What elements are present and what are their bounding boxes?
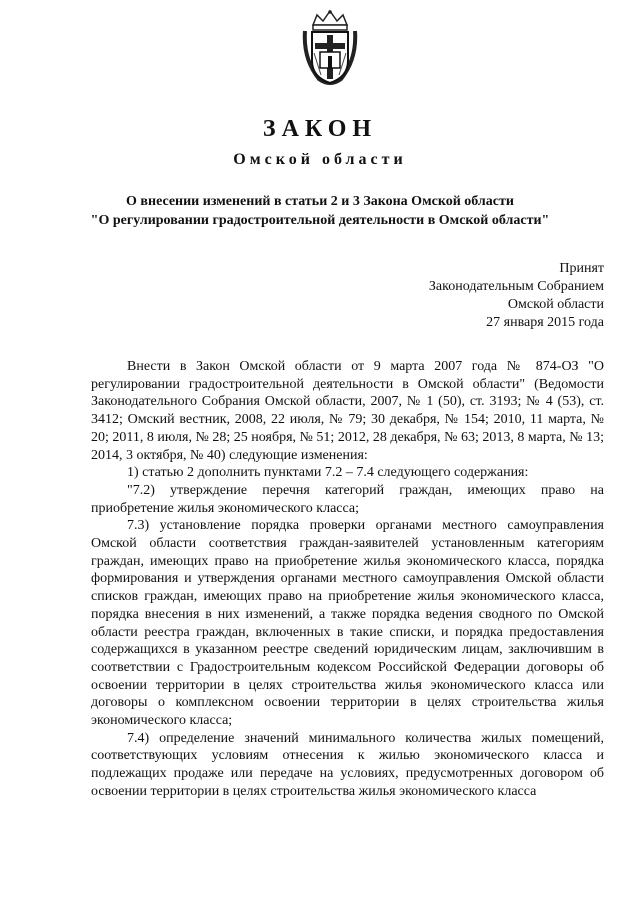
point-7-4-paragraph: 7.4) определение значений минимального количества жилых помещений, соответствующих условиям отнесения к жилью экономического класса и подлежащих продаже или передаче на условиях, предусмотренных договором об освоении территории в целях строительства жилья экономического класса	[91, 730, 604, 799]
adoption-line-2: Законодательным Собранием	[428, 279, 604, 294]
adoption-line-1: Принят	[559, 261, 604, 276]
adoption-date: 27 января 2015 года	[486, 315, 604, 330]
point-7-3-paragraph: 7.3) установление порядка проверки органами местного самоуправления Омской области соответствия граждан-заявителей установленным категориям граждан, имеющих право на приобретение жилья экономического класса, порядка формирования и утверждения органами местного самоуправления Омской области списков граждан, имеющих право на приобретение жилья экономического класса, порядка внесения в них изменений, а также порядка ведения сводного по Омской области реестра граждан, включенных в такие списки, и порядка предоставления содержащихся в указанном реестре сведений юридическим лицам, заключившим в соответствии с Градостроительным кодексом Российской Федерации договоры об освоении территории в целях строительства жилья экономического класса или договоры о комплексном освоении территории в целях строительства жилья экономического класса;	[91, 518, 604, 729]
document-region: Омской области	[233, 151, 407, 168]
intro-paragraph: Внести в Закон Омской области от 9 марта 2007 года № 874-ОЗ "О регулировании градостроительной деятельности в Омской области" (Ведомости Законодательного Собрания Омской области, 2007, № 1 (50), ст. 3193; № 4 (53), ст. 3412; Омский вестник, 2008, 22 июля, № 79; 30 декабря, № 154; 2010, 11 марта, № 20; 2011, 8 июля, № 28; 25 ноября, № 51; 2012, 28 декабря, № 63; 2013, 8 марта, № 13; 2014, 3 октября, № 40) следующие изменения:	[91, 359, 604, 463]
law-caption	[0, 192, 640, 230]
law-caption-line-1: О внесении изменений в статьи 2 и 3 Закона Омской области	[126, 194, 514, 209]
document-title: ЗАКОН	[262, 116, 378, 142]
item-1-paragraph: 1) статью 2 дополнить пунктами 7.2 – 7.4 следующего содержания:	[127, 465, 529, 481]
adoption-line-3: Омской области	[507, 297, 604, 312]
point-7-2-paragraph: "7.2) утверждение перечня категорий граждан, имеющих право на приобретение жилья экономического класса;	[91, 482, 604, 516]
law-caption-line-2: "О регулировании градостроительной деятельности в Омской области"	[90, 213, 550, 228]
omsk-coat-of-arms-icon	[299, 9, 361, 89]
law-body	[91, 358, 604, 801]
adoption-block	[340, 260, 604, 332]
